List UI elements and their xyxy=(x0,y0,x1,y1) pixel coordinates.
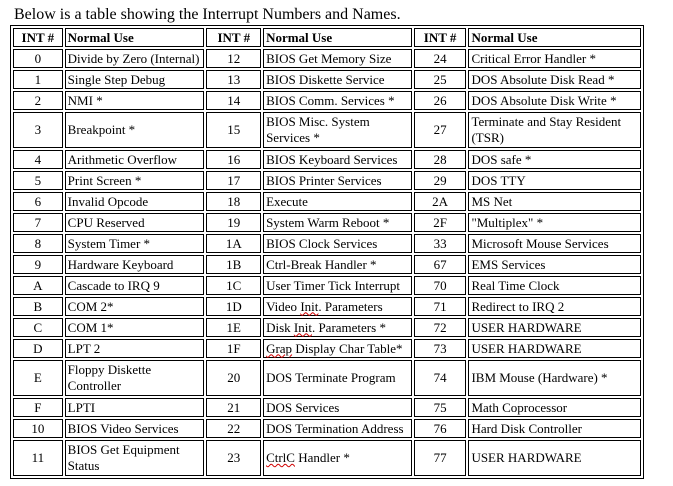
int-number-cell: 15 xyxy=(206,112,261,148)
table-caption: Below is a table showing the Interrupt Numbers and Names. xyxy=(14,6,401,23)
normal-use-cell: BIOS Clock Services xyxy=(263,234,412,253)
int-number-cell: 1A xyxy=(206,234,261,253)
normal-use-cell: Invalid Opcode xyxy=(65,192,205,211)
int-number-cell: 7 xyxy=(13,213,63,232)
int-number-cell: 24 xyxy=(414,49,467,68)
normal-use-cell: Divide by Zero (Internal) xyxy=(65,49,205,68)
normal-use-cell: Single Step Debug xyxy=(65,70,205,89)
normal-use-cell: LPTI xyxy=(65,398,205,417)
int-number-cell: 2F xyxy=(414,213,467,232)
normal-use-cell: DOS safe * xyxy=(468,150,641,169)
int-number-cell: 76 xyxy=(414,419,467,438)
int-number-cell: 23 xyxy=(206,440,261,476)
int-number-cell: 14 xyxy=(206,91,261,110)
normal-use-cell: COM 1* xyxy=(65,318,205,337)
table-row xyxy=(13,360,641,396)
normal-use-cell: BIOS Printer Services xyxy=(263,171,412,190)
header-int-number: INT # xyxy=(13,28,63,47)
normal-use-cell: COM 2* xyxy=(65,297,205,316)
table-row xyxy=(13,91,641,110)
normal-use-cell: BIOS Video Services xyxy=(65,419,205,438)
normal-use-cell: DOS Absolute Disk Read * xyxy=(468,70,641,89)
int-number-cell: 18 xyxy=(206,192,261,211)
normal-use-cell: Hard Disk Controller xyxy=(468,419,641,438)
int-number-cell: 72 xyxy=(414,318,467,337)
int-number-cell: 16 xyxy=(206,150,261,169)
table-row xyxy=(13,49,641,68)
normal-use-cell: DOS TTY xyxy=(468,171,641,190)
table-row xyxy=(13,318,641,337)
header-int-number: INT # xyxy=(206,28,261,47)
int-number-cell: D xyxy=(13,339,63,358)
header-normal-use: Normal Use xyxy=(65,28,205,47)
normal-use-cell: Floppy Diskette Controller xyxy=(65,360,205,396)
int-number-cell: 9 xyxy=(13,255,63,274)
table-row xyxy=(13,192,641,211)
int-number-cell: 19 xyxy=(206,213,261,232)
normal-use-cell: NMI * xyxy=(65,91,205,110)
int-number-cell: 5 xyxy=(13,171,63,190)
table-row xyxy=(13,398,641,417)
spellcheck-flag: CtrlC xyxy=(266,450,295,465)
int-number-cell: 73 xyxy=(414,339,467,358)
int-number-cell: 20 xyxy=(206,360,261,396)
int-number-cell: 4 xyxy=(13,150,63,169)
table-header-row xyxy=(13,28,641,47)
int-number-cell: 11 xyxy=(13,440,63,476)
spellcheck-flag: Init xyxy=(293,319,312,335)
table-row xyxy=(13,339,641,358)
normal-use-cell: BIOS Misc. System Services * xyxy=(263,112,412,148)
normal-use-cell: User Timer Tick Interrupt xyxy=(263,276,412,295)
normal-use-cell: Critical Error Handler * xyxy=(468,49,641,68)
int-number-cell: A xyxy=(13,276,63,295)
int-number-cell: 26 xyxy=(414,91,467,110)
normal-use-cell: BIOS Get Equipment Status xyxy=(65,440,205,476)
int-number-cell: 1C xyxy=(206,276,261,295)
int-number-cell: 33 xyxy=(414,234,467,253)
int-number-cell: 74 xyxy=(414,360,467,396)
int-number-cell: 1B xyxy=(206,255,261,274)
int-number-cell: 8 xyxy=(13,234,63,253)
table-row xyxy=(13,297,641,316)
normal-use-cell: Math Coprocessor xyxy=(468,398,641,417)
int-number-cell: B xyxy=(13,297,63,316)
table-row xyxy=(13,440,641,476)
normal-use-cell: Real Time Clock xyxy=(468,276,641,295)
table-row xyxy=(13,171,641,190)
int-number-cell: 17 xyxy=(206,171,261,190)
spellcheck-flag: Grap xyxy=(266,340,293,356)
normal-use-cell: DOS Services xyxy=(263,398,412,417)
normal-use-cell: MS Net xyxy=(468,192,641,211)
int-number-cell: F xyxy=(13,398,63,417)
int-number-cell: 67 xyxy=(414,255,467,274)
int-number-cell: 21 xyxy=(206,398,261,417)
normal-use-cell: Breakpoint * xyxy=(65,112,205,148)
int-number-cell: 10 xyxy=(13,419,63,438)
normal-use-cell: USER HARDWARE xyxy=(468,339,641,358)
table-row xyxy=(13,255,641,274)
int-number-cell: 71 xyxy=(414,297,467,316)
normal-use-cell: CtrlC Handler * xyxy=(263,440,412,476)
int-number-cell: 1 xyxy=(13,70,63,89)
normal-use-cell: BIOS Comm. Services * xyxy=(263,91,412,110)
normal-use-cell: LPT 2 xyxy=(65,339,205,358)
int-number-cell: 2 xyxy=(13,91,63,110)
int-number-cell: C xyxy=(13,318,63,337)
normal-use-cell: Redirect to IRQ 2 xyxy=(468,297,641,316)
normal-use-cell: System Warm Reboot * xyxy=(263,213,412,232)
normal-use-cell: DOS Absolute Disk Write * xyxy=(468,91,641,110)
normal-use-cell: USER HARDWARE xyxy=(468,318,641,337)
normal-use-cell: CPU Reserved xyxy=(65,213,205,232)
normal-use-cell: Microsoft Mouse Services xyxy=(468,234,641,253)
int-number-cell: 2A xyxy=(414,192,467,211)
int-number-cell: 28 xyxy=(414,150,467,169)
int-number-cell: 1D xyxy=(206,297,261,316)
int-number-cell: 1F xyxy=(206,339,261,358)
normal-use-cell: EMS Services xyxy=(468,255,641,274)
normal-use-cell: System Timer * xyxy=(65,234,205,253)
normal-use-cell: Execute xyxy=(263,192,412,211)
int-number-cell: 3 xyxy=(13,112,63,148)
int-number-cell: 77 xyxy=(414,440,467,476)
int-number-cell: 13 xyxy=(206,70,261,89)
table-row xyxy=(13,213,641,232)
int-number-cell: 12 xyxy=(206,49,261,68)
table-row xyxy=(13,419,641,438)
normal-use-cell: Ctrl-Break Handler * xyxy=(263,255,412,274)
header-normal-use: Normal Use xyxy=(263,28,412,47)
normal-use-cell: Hardware Keyboard xyxy=(65,255,205,274)
interrupt-table xyxy=(10,25,644,479)
int-number-cell: 75 xyxy=(414,398,467,417)
int-number-cell: 22 xyxy=(206,419,261,438)
int-number-cell: E xyxy=(13,360,63,396)
normal-use-cell: Arithmetic Overflow xyxy=(65,150,205,169)
normal-use-cell: "Multiplex" * xyxy=(468,213,641,232)
normal-use-cell: DOS Termination Address xyxy=(263,419,412,438)
int-number-cell: 25 xyxy=(414,70,467,89)
int-number-cell: 6 xyxy=(13,192,63,211)
normal-use-cell: Video Init. Parameters xyxy=(263,297,412,316)
table-row xyxy=(13,150,641,169)
table-row xyxy=(13,112,641,148)
int-number-cell: 70 xyxy=(414,276,467,295)
int-number-cell: 27 xyxy=(414,112,467,148)
table-row xyxy=(13,276,641,295)
normal-use-cell: Terminate and Stay Resident (TSR) xyxy=(468,112,641,148)
normal-use-cell: Cascade to IRQ 9 xyxy=(65,276,205,295)
normal-use-cell: DOS Terminate Program xyxy=(263,360,412,396)
header-normal-use: Normal Use xyxy=(468,28,641,47)
normal-use-cell: Print Screen * xyxy=(65,171,205,190)
normal-use-cell: BIOS Diskette Service xyxy=(263,70,412,89)
int-number-cell: 1E xyxy=(206,318,261,337)
normal-use-cell: BIOS Keyboard Services xyxy=(263,150,412,169)
table-row xyxy=(13,70,641,89)
normal-use-cell: BIOS Get Memory Size xyxy=(263,49,412,68)
spellcheck-flag: Init xyxy=(300,298,319,314)
normal-use-cell: Disk Init. Parameters * xyxy=(263,318,412,337)
table-row xyxy=(13,234,641,253)
header-int-number: INT # xyxy=(414,28,467,47)
int-number-cell: 29 xyxy=(414,171,467,190)
normal-use-cell: IBM Mouse (Hardware) * xyxy=(468,360,641,396)
normal-use-cell: USER HARDWARE xyxy=(468,440,641,476)
int-number-cell: 0 xyxy=(13,49,63,68)
normal-use-cell: Grap Display Char Table* xyxy=(263,339,412,358)
